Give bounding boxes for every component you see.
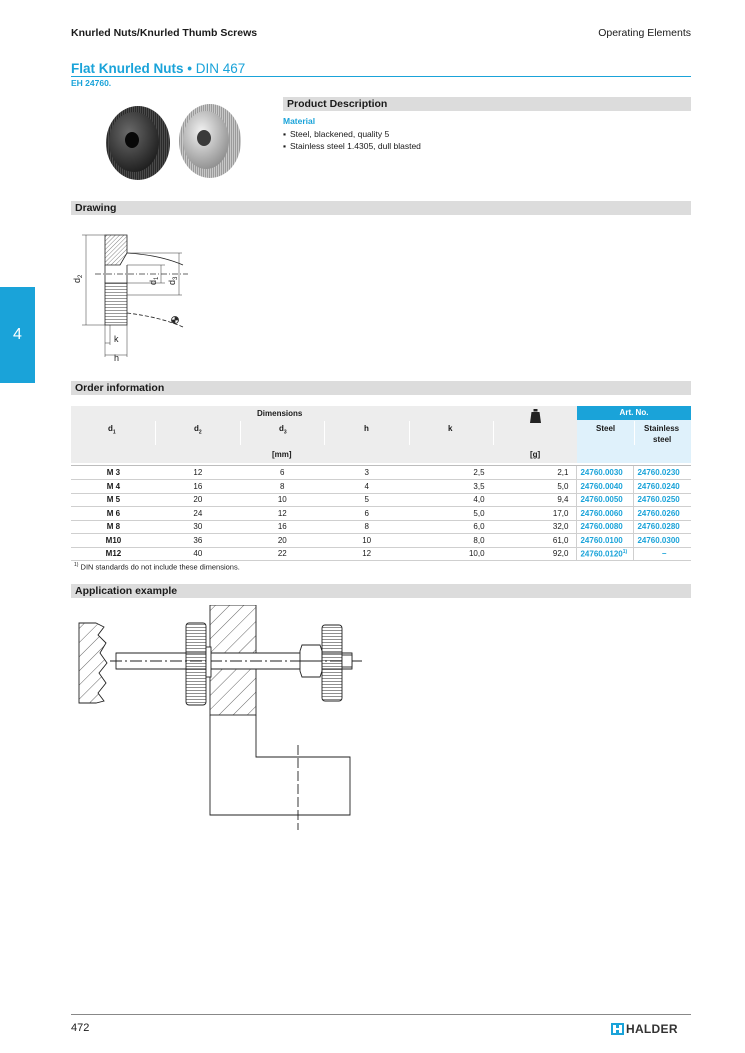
cell-d1: M 3 — [72, 466, 156, 480]
stainless-nut — [179, 104, 241, 178]
cell-weight: 61,0 — [493, 534, 577, 548]
cell-h: 3 — [324, 466, 409, 480]
header-divider — [634, 421, 635, 445]
cell-stainless-art-no[interactable]: 24760.0260 — [634, 507, 691, 521]
label-k: k — [114, 334, 119, 344]
black-nut — [106, 106, 170, 180]
cell-d2: 40 — [155, 547, 240, 561]
application-drawing — [74, 605, 364, 830]
cell-d3: 16 — [240, 520, 324, 534]
col-d1: $d_1$ — [108, 424, 116, 436]
page-number: 472 — [71, 1022, 90, 1034]
cell-steel-art-no[interactable]: 24760.0060 — [577, 507, 634, 521]
cell-steel-art-no[interactable]: 24760.0100 — [577, 534, 634, 548]
material-list — [283, 128, 421, 152]
cell-h: 4 — [324, 480, 409, 494]
table-row — [72, 547, 692, 561]
chapter-tab[interactable]: 4 — [0, 287, 35, 383]
drawing-heading: Drawing — [71, 201, 691, 215]
cell-steel-art-no[interactable]: 24760.0080 — [577, 520, 634, 534]
cell-stainless-art-no[interactable]: 24760.0250 — [634, 493, 691, 507]
cell-d1: M 4 — [72, 480, 156, 494]
cell-d1: M 6 — [72, 507, 156, 521]
title-divider — [71, 76, 691, 77]
halder-logo-icon — [611, 1023, 624, 1035]
weight-icon — [530, 409, 541, 423]
cell-h: 8 — [324, 520, 409, 534]
cell-weight: 5,0 — [493, 480, 577, 494]
header-section: Operating Elements — [598, 27, 691, 39]
cell-k: 2,5 — [409, 466, 493, 480]
label-d2: $d_2$ — [72, 274, 84, 283]
cell-k: 6,0 — [409, 520, 493, 534]
cell-k: 10,0 — [409, 547, 493, 561]
cell-weight: 92,0 — [493, 547, 577, 561]
cell-d3: 6 — [240, 466, 324, 480]
dimensions-label: Dimensions — [257, 409, 303, 418]
cell-steel-art-no[interactable]: 24760.0120$^{1)}$ — [577, 547, 634, 561]
order-table — [71, 466, 691, 561]
cell-k: 5,0 — [409, 507, 493, 521]
label-d1: $d_1$ — [148, 276, 160, 285]
product-description-heading: Product Description — [283, 97, 691, 111]
brand-logo: HALDER — [611, 1022, 678, 1036]
cell-steel-art-no[interactable]: 24760.0050 — [577, 493, 634, 507]
cell-d2: 36 — [155, 534, 240, 548]
col-d2: $d_2$ — [194, 424, 202, 436]
table-row — [72, 466, 692, 480]
cell-stainless-art-no[interactable]: 24760.0240 — [634, 480, 691, 494]
unit-g: [g] — [530, 450, 541, 459]
cell-k: 4,0 — [409, 493, 493, 507]
footnote: $^{1)}$ DIN standards do not include these dimensions. — [74, 562, 240, 572]
table-row — [72, 507, 692, 521]
cell-d3: 20 — [240, 534, 324, 548]
footer-rule — [71, 1014, 691, 1015]
cell-steel-art-no[interactable]: 24760.0040 — [577, 480, 634, 494]
application-example-heading: Application example — [71, 584, 691, 598]
cell-d1: M12 — [72, 547, 156, 561]
table-row — [72, 534, 692, 548]
cell-k: 8,0 — [409, 534, 493, 548]
cell-d2: 20 — [155, 493, 240, 507]
cell-d2: 16 — [155, 480, 240, 494]
label-d3: $d_3$ — [167, 276, 179, 285]
table-row — [72, 480, 692, 494]
material-item: ▪ Steel, blackened, quality 5 — [283, 128, 421, 140]
cell-stainless-art-no[interactable]: 24760.0230 — [634, 466, 691, 480]
label-h: h — [114, 353, 120, 363]
col-d3: $d_3$ — [279, 424, 287, 436]
table-row — [72, 520, 692, 534]
order-information-heading: Order information — [71, 381, 691, 395]
header-divider — [493, 421, 494, 445]
col-h: h — [364, 424, 369, 433]
cell-d1: M 8 — [72, 520, 156, 534]
product-code: EH 24760. — [71, 78, 112, 88]
cell-d2: 12 — [155, 466, 240, 480]
cell-weight: 9,4 — [493, 493, 577, 507]
cell-d3: 10 — [240, 493, 324, 507]
header-category: Knurled Nuts/Knurled Thumb Screws — [71, 27, 258, 39]
cell-d2: 24 — [155, 507, 240, 521]
cell-stainless-art-no[interactable]: 24760.0280 — [634, 520, 691, 534]
cell-steel-art-no[interactable]: 24760.0030 — [577, 466, 634, 480]
cell-d2: 30 — [155, 520, 240, 534]
product-photo — [100, 98, 250, 184]
cell-weight: 32,0 — [493, 520, 577, 534]
header-divider — [409, 421, 410, 445]
cell-stainless-art-no[interactable]: 24760.0300 — [634, 534, 691, 548]
cell-weight: 2,1 — [493, 466, 577, 480]
cell-d1: M10 — [72, 534, 156, 548]
cell-h: 10 — [324, 534, 409, 548]
material-label: Material — [283, 116, 316, 126]
cell-h: 12 — [324, 547, 409, 561]
cell-d3: 22 — [240, 547, 324, 561]
col-k: k — [448, 424, 453, 433]
unit-mm: [mm] — [272, 450, 292, 459]
col-stainless-2: steel — [653, 435, 672, 444]
header-divider — [240, 421, 241, 445]
material-item: ▪ Stainless steel 1.4305, dull blasted — [283, 140, 421, 152]
cell-h: 6 — [324, 507, 409, 521]
cell-k: 3,5 — [409, 480, 493, 494]
cell-weight: 17,0 — [493, 507, 577, 521]
cell-d1: M 5 — [72, 493, 156, 507]
cell-stainless-art-no[interactable]: – — [634, 547, 691, 561]
col-steel: Steel — [596, 424, 616, 433]
technical-drawing — [70, 225, 195, 365]
page-title: Flat Knurled Nuts • DIN 467 — [71, 61, 246, 76]
cell-d3: 12 — [240, 507, 324, 521]
header-divider — [324, 421, 325, 445]
col-stainless: Stainless — [644, 424, 680, 433]
cell-h: 5 — [324, 493, 409, 507]
header-divider — [155, 421, 156, 445]
table-row — [72, 493, 692, 507]
art-no-label: Art. No. — [577, 406, 691, 420]
cell-d3: 8 — [240, 480, 324, 494]
